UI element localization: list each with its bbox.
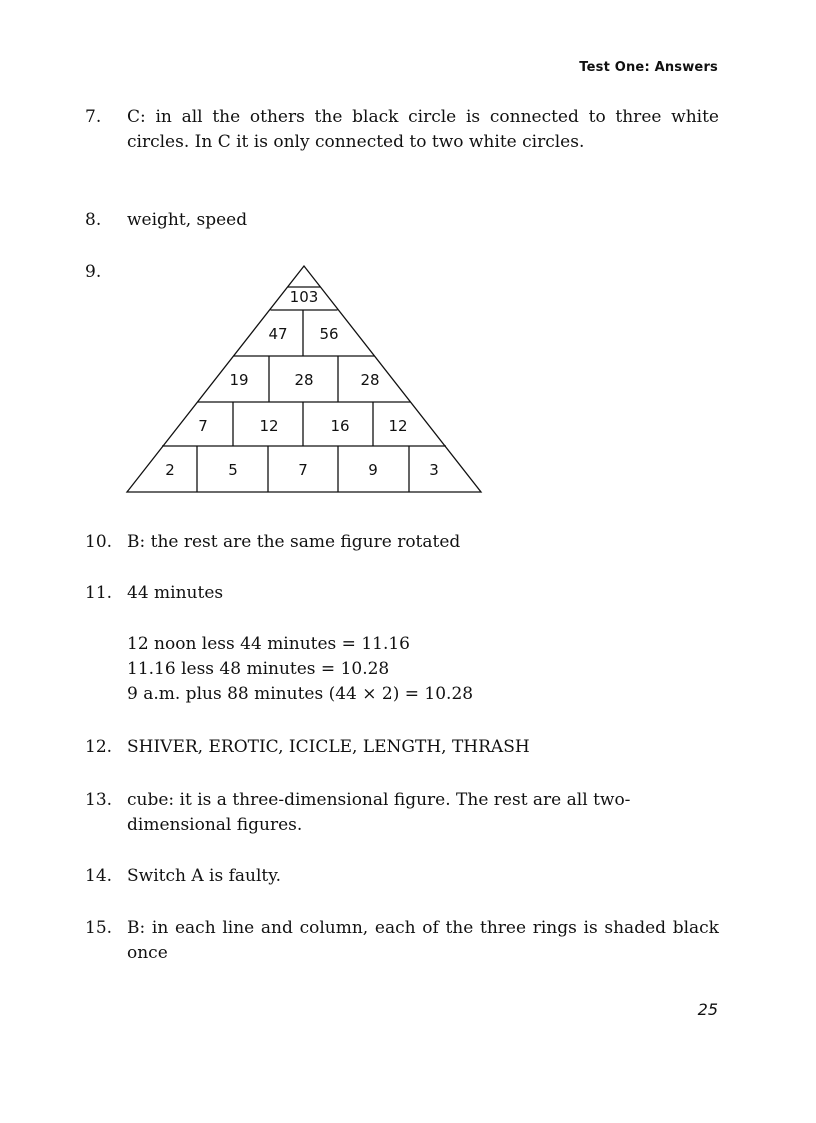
answer-number: 11.	[85, 583, 113, 603]
answer-number: 9.	[85, 262, 102, 282]
pyramid-cell: 2	[165, 461, 175, 479]
answer-number: 7.	[85, 107, 102, 127]
pyramid-cell: 28	[360, 371, 380, 389]
answer-text: C: in all the others the black circle is connected to three white circles. In C it is only connected to two white circles.	[127, 107, 719, 152]
pyramid-cell: 103	[289, 288, 319, 306]
answer-10	[85, 530, 719, 555]
answer-text: Switch A is faulty.	[127, 866, 281, 886]
answer-text: weight, speed	[127, 210, 248, 230]
pyramid-cell: 19	[229, 371, 249, 389]
answer-text: cube: it is a three-dimensional figure. The rest are all two-dimensional figures.	[127, 790, 631, 835]
pyramid-cell: 9	[368, 461, 378, 479]
answer-14	[85, 864, 719, 889]
answer-number: 14.	[85, 866, 113, 886]
answer-text: SHIVER, EROTIC, ICICLE, LENGTH, THRASH	[127, 737, 530, 757]
pyramid-cell: 7	[298, 461, 308, 479]
answer-number: 10.	[85, 532, 113, 552]
answer-number: 13.	[85, 790, 113, 810]
pyramid-cell: 12	[388, 417, 408, 435]
pyramid-cell: 16	[330, 417, 350, 435]
answer-11	[85, 581, 719, 707]
answer-number: 15.	[85, 918, 113, 938]
answer-number: 12.	[85, 737, 113, 757]
pyramid-cell: 28	[294, 371, 314, 389]
running-header: Test One: Answers	[579, 60, 718, 75]
pyramid-cell: 56	[319, 325, 339, 343]
pyramid-cell: 3	[429, 461, 439, 479]
answer-15	[85, 916, 719, 966]
answer-number: 8.	[85, 210, 102, 230]
pyramid-cell: 12	[259, 417, 279, 435]
answer-12	[85, 735, 719, 760]
pyramid-cell: 47	[268, 325, 288, 343]
working-line: 11.16 less 48 minutes = 10.28	[127, 659, 390, 679]
working-line: 12 noon less 44 minutes = 11.16	[127, 634, 410, 654]
working-lines	[127, 632, 719, 707]
page-number: 25	[697, 1000, 718, 1019]
pyramid-cell: 7	[198, 417, 208, 435]
answer-text: B: the rest are the same figure rotated	[127, 532, 461, 552]
pyramid-cell: 5	[228, 461, 238, 479]
answer-text: 44 minutes	[127, 583, 224, 603]
answer-13	[85, 788, 719, 838]
number-pyramid	[0, 0, 816, 520]
working-line: 9 a.m. plus 88 minutes (44 × 2) = 10.28	[127, 684, 474, 704]
answer-text: B: in each line and column, each of the three rings is shaded black once	[127, 918, 719, 963]
